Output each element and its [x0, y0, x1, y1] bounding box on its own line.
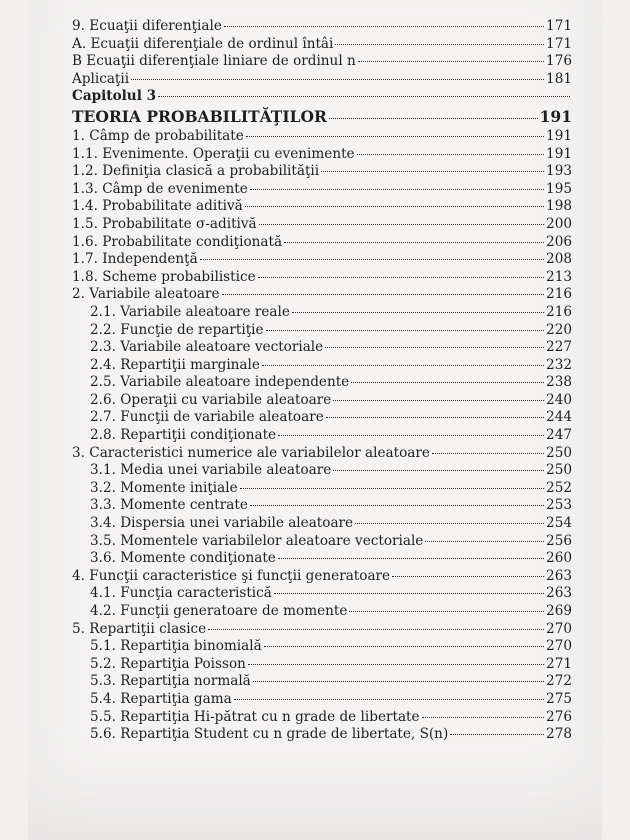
dot-leader [425, 541, 544, 542]
toc-entry-page: 260 [546, 550, 572, 567]
dot-leader [240, 488, 544, 489]
dot-leader [250, 505, 544, 506]
toc-entry-page: 193 [546, 163, 572, 180]
toc-entry-title: 1.3. Câmp de evenimente [72, 180, 248, 197]
toc-entry-title: 5.2. Repartiţia Poisson [90, 655, 246, 672]
toc-entry [72, 198, 572, 216]
dot-leader [432, 453, 544, 454]
dot-leader [158, 96, 570, 97]
toc-entry-title: 1.5. Probabilitate σ-aditivă [72, 215, 257, 232]
toc-entry [72, 374, 572, 392]
toc-entry [72, 71, 572, 89]
toc-entry [72, 621, 572, 639]
dot-leader [333, 400, 544, 401]
toc-entry-page: 198 [546, 198, 572, 215]
toc-entry-title: 5.6. Repartiţia Student cu n grade de libertate, S(n) [90, 726, 449, 743]
toc-entry [72, 673, 572, 691]
toc-entry-title: 3.2. Momente iniţiale [90, 479, 238, 496]
toc-entry-title: Aplicaţii [72, 70, 130, 87]
toc-entry-title: 1.8. Scheme probabilistice [72, 268, 256, 285]
toc-entry-page: 191 [546, 127, 572, 144]
toc-entry-page: 263 [546, 585, 572, 602]
toc-entry-page: 206 [546, 233, 572, 250]
toc-entry [72, 585, 572, 603]
book-page [28, 0, 602, 840]
toc-entry-page: 176 [546, 53, 572, 70]
dot-leader [253, 681, 544, 682]
dot-leader [358, 61, 544, 62]
toc-entry-page: 171 [546, 18, 572, 34]
toc-entry [72, 146, 572, 164]
toc-entry [72, 392, 572, 410]
dot-leader [321, 171, 544, 172]
toc-entry-title: 2. Variabile aleatoare [72, 286, 220, 303]
dot-leader [208, 629, 544, 630]
toc-entry-title: 3.3. Momente centrate [90, 497, 248, 514]
toc-entry-page: 238 [546, 374, 572, 391]
toc-entry-title: 3.6. Momente condiţionate [90, 550, 276, 567]
dot-leader [335, 44, 544, 45]
dot-leader [278, 558, 544, 559]
dot-leader [200, 259, 544, 260]
toc-entry [72, 106, 572, 128]
toc-entry-title: 2.2. Funcţie de repartiţie [90, 321, 264, 338]
dot-leader [325, 347, 544, 348]
dot-leader [224, 26, 544, 27]
dot-leader [326, 417, 544, 418]
toc-entry-title: 1.1. Evenimente. Operaţii cu evenimente [72, 145, 355, 162]
toc-entry-page: 171 [546, 35, 572, 52]
toc-entry-page: 220 [546, 321, 572, 338]
dot-leader [248, 664, 544, 665]
toc-entry-page: 272 [546, 673, 572, 690]
toc-entry-title: Capitolul 3 [72, 88, 157, 105]
toc-entry [72, 304, 572, 322]
toc-entry-title: 2.7. Funcţii de variabile aleatoare [90, 409, 324, 426]
toc-entry-title: TEORIA PROBABILITĂŢILOR [72, 106, 327, 126]
toc-entry [72, 181, 572, 199]
dot-leader [349, 611, 544, 612]
toc-entry-page: 252 [546, 479, 572, 496]
toc-entry-title: 2.6. Operaţii cu variabile aleatoare [90, 391, 332, 408]
toc-entry-page: 181 [546, 70, 572, 87]
dot-leader [262, 365, 544, 366]
dot-leader [450, 734, 544, 735]
toc-entry [72, 550, 572, 568]
toc-entry [72, 357, 572, 375]
dot-leader [292, 312, 544, 313]
toc-entry [72, 251, 572, 269]
toc-entry-page: 275 [546, 690, 572, 707]
toc-entry [72, 322, 572, 340]
toc-entry-title: 3.4. Dispersia unei variabile aleatoare [90, 515, 354, 532]
toc-entry [72, 88, 572, 106]
toc-entry [72, 409, 572, 427]
toc-entry-page: 270 [546, 638, 572, 655]
dot-leader [264, 646, 544, 647]
toc-entry-title: 2.3. Variabile aleatoare vectoriale [90, 339, 324, 356]
dot-leader [392, 576, 544, 577]
toc-entry [72, 709, 572, 727]
toc-entry [72, 568, 572, 586]
dot-leader [351, 382, 544, 383]
toc-entry-page: 195 [546, 180, 572, 197]
toc-entry [72, 234, 572, 252]
toc-entry [72, 18, 572, 36]
toc-entry-page: 232 [546, 356, 572, 373]
toc-entry-title: 2.5. Variabile aleatoare independente [90, 374, 350, 391]
toc-entry-title: 2.4. Repartiţii marginale [90, 356, 260, 373]
toc-entry-title: 9. Ecuaţii diferenţiale [72, 18, 222, 34]
toc-entry [72, 339, 572, 357]
toc-entry-page: 213 [546, 268, 572, 285]
toc-entry [72, 480, 572, 498]
toc-entry-title: 2.8. Repartiţii condiţionate [90, 427, 277, 444]
toc-entry [72, 726, 572, 744]
toc-entry-page: 278 [546, 726, 572, 743]
toc-entry-title: 5.3. Repartiţia normală [90, 673, 251, 690]
dot-leader [246, 136, 544, 137]
toc-entry-title: 1.2. Definiţia clasică a probabilităţii [72, 163, 320, 180]
dot-leader [284, 242, 544, 243]
toc-entry-title: 1. Câmp de probabilitate [72, 127, 244, 144]
toc-entry-page: 200 [546, 215, 572, 232]
toc-entry [72, 462, 572, 480]
toc-entry-title: 1.4. Probabilitate aditivă [72, 198, 243, 215]
toc-entry-title: 5.5. Repartiţia Hi-pătrat cu n grade de libertate [90, 708, 420, 725]
toc-entry-page: 240 [546, 391, 572, 408]
dot-leader [274, 593, 544, 594]
toc-entry [72, 445, 572, 463]
toc-entry-page: 263 [546, 567, 572, 584]
dot-leader [234, 699, 544, 700]
dot-leader [357, 154, 544, 155]
toc-entry [72, 128, 572, 146]
toc-entry-page: 216 [546, 303, 572, 320]
toc-entry [72, 163, 572, 181]
dot-leader [245, 206, 544, 207]
dot-leader [222, 294, 544, 295]
dot-leader [422, 717, 544, 718]
dot-leader [355, 523, 544, 524]
toc-entry [72, 656, 572, 674]
toc-entry-title: 5.4. Repartiţia gama [90, 690, 232, 707]
table-of-contents [72, 18, 572, 744]
toc-entry-title: A. Ecuaţii diferenţiale de ordinul întâi [72, 35, 334, 52]
toc-entry [72, 515, 572, 533]
toc-entry-page: 227 [546, 339, 572, 356]
toc-entry [72, 691, 572, 709]
toc-entry-page: 250 [546, 462, 572, 479]
toc-entry [72, 36, 572, 54]
toc-entry-page: 254 [546, 515, 572, 532]
toc-entry-page: 256 [546, 532, 572, 549]
dot-leader [258, 277, 544, 278]
dot-leader [333, 470, 544, 471]
toc-entry-title: 3.5. Momentele variabilelor aleatoare vectoriale [90, 532, 424, 549]
toc-entry-title: 1.7. Independenţă [72, 251, 198, 268]
toc-entry-title: 4. Funcţii caracteristice şi funcţii generatoare [72, 567, 391, 584]
toc-entry-page: 269 [546, 603, 572, 619]
toc-entry-page: 276 [546, 708, 572, 725]
toc-entry-page: 271 [546, 655, 572, 672]
toc-entry-title: 3.1. Media unei variabile aleatoare [90, 462, 332, 479]
toc-entry-page: 191 [539, 106, 572, 126]
toc-entry-page: 208 [546, 251, 572, 268]
toc-entry-title: 1.6. Probabilitate condiţionată [72, 233, 283, 250]
toc-entry-page: 250 [546, 444, 572, 461]
toc-entry [72, 427, 572, 445]
toc-entry [72, 603, 572, 621]
toc-entry-page: 216 [546, 286, 572, 303]
toc-entry [72, 53, 572, 71]
toc-entry [72, 286, 572, 304]
toc-entry [72, 533, 572, 551]
dot-leader [266, 330, 544, 331]
toc-entry-page: 253 [546, 497, 572, 514]
toc-entry-page: 247 [546, 427, 572, 444]
dot-leader [329, 118, 538, 119]
toc-entry-title: 4.1. Funcţia caracteristică [90, 585, 272, 602]
toc-entry [72, 216, 572, 234]
toc-entry-title: 5.1. Repartiţia binomială [90, 638, 262, 655]
toc-entry-title: 5. Repartiţii clasice [72, 620, 207, 637]
toc-entry-title: 3. Caracteristici numerice ale variabilelor aleatoare [72, 444, 430, 461]
dot-leader [278, 435, 544, 436]
toc-entry-page: 270 [546, 620, 572, 637]
toc-entry [72, 269, 572, 287]
toc-entry-page: 244 [546, 409, 572, 426]
toc-entry-title: B Ecuaţii diferenţiale liniare de ordinul n [72, 53, 356, 70]
toc-entry-page: 191 [546, 145, 572, 162]
dot-leader [250, 189, 544, 190]
dot-leader [259, 224, 544, 225]
toc-entry [72, 497, 572, 515]
toc-entry-title: 4.2. Funcţii generatoare de momente [90, 603, 348, 619]
dot-leader [131, 79, 544, 80]
toc-entry [72, 638, 572, 656]
toc-entry-title: 2.1. Variabile aleatoare reale [90, 303, 290, 320]
